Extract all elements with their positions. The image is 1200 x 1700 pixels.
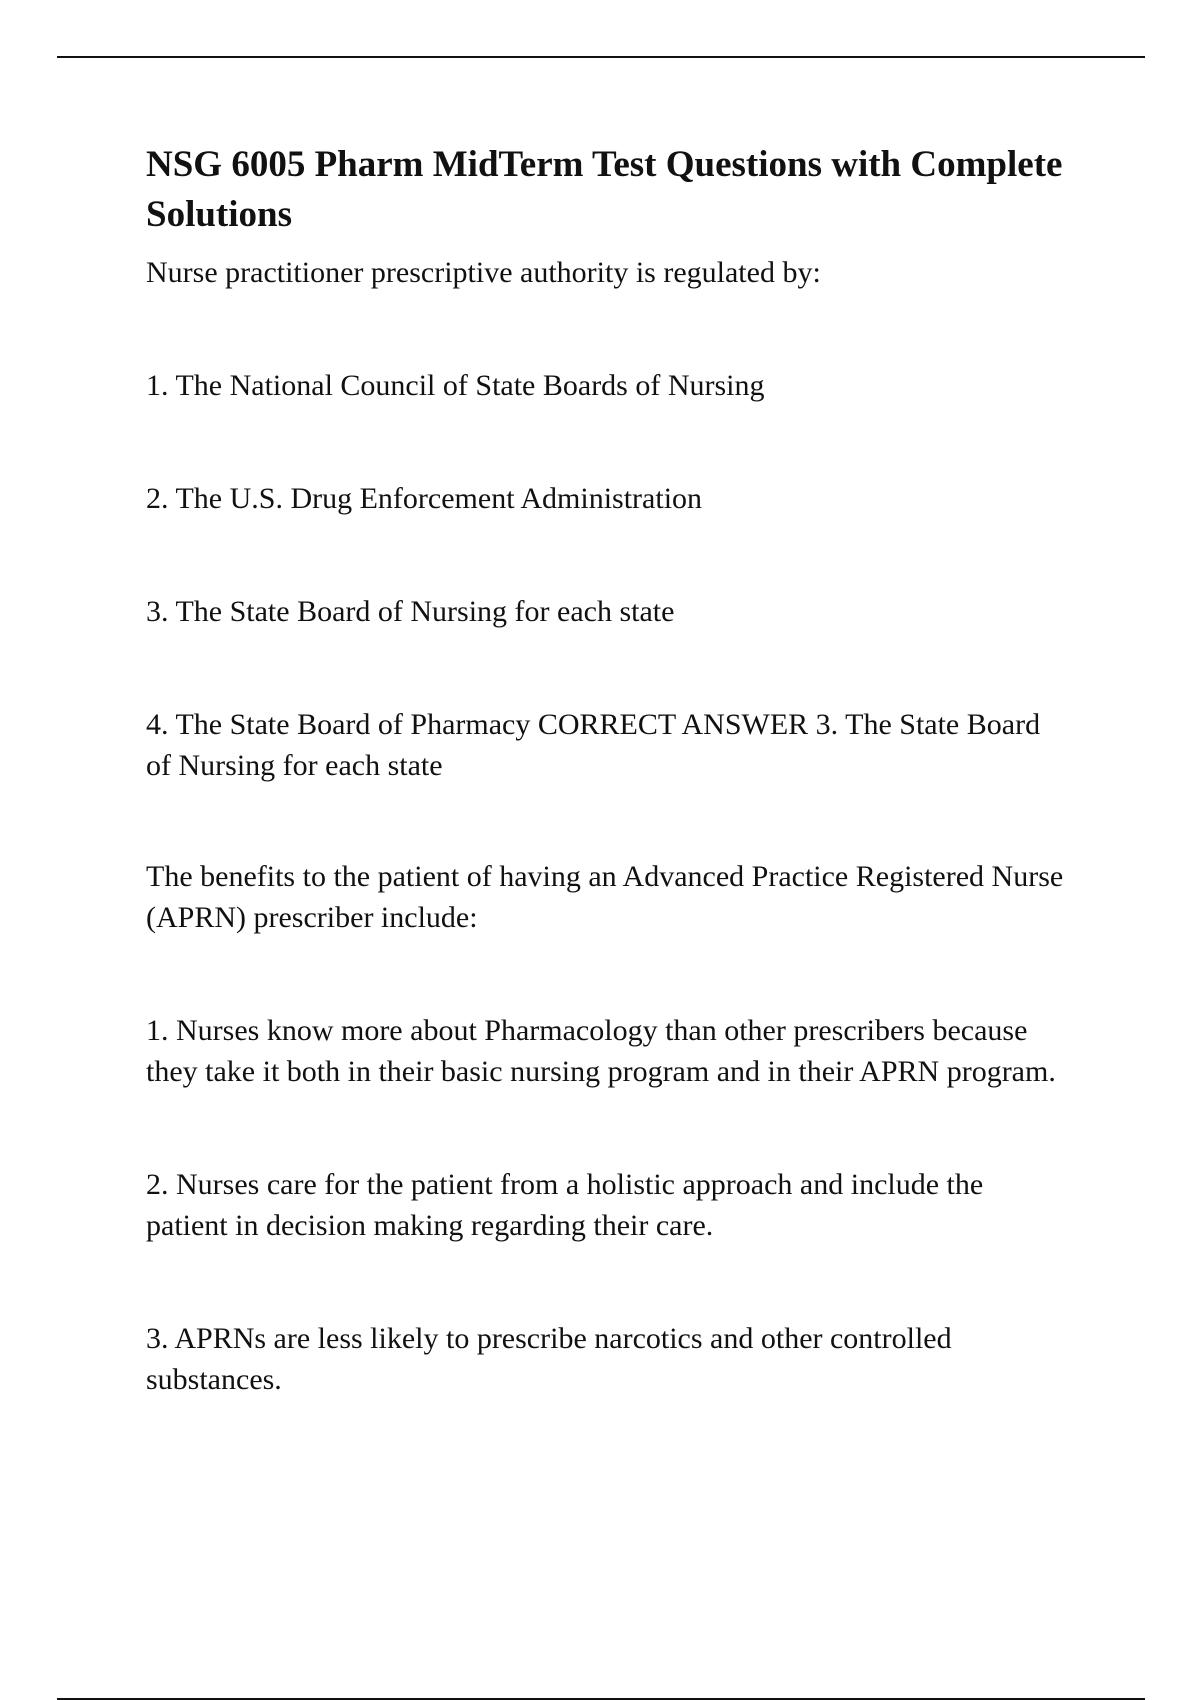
document-body [146,140,1066,1400]
question-1-option-4-with-answer: 4. The State Board of Pharmacy CORRECT ANSWER 3. The State Board of Nursing for each state [146,708,1041,782]
question-2-option-2: 2. Nurses care for the patient from a holistic approach and include the patient in decision making regarding their care. [146,1168,984,1242]
top-divider [57,56,1145,58]
question-1-option-2: 2. The U.S. Drug Enforcement Administration [146,482,703,515]
question-2-stem: The benefits to the patient of having an Advanced Practice Registered Nurse (APRN) prescriber include: [146,860,1064,934]
question-1-stem: Nurse practitioner prescriptive authority is regulated by: [146,256,821,289]
document-title: NSG 6005 Pharm MidTerm Test Questions with Complete Solutions [146,144,1063,235]
question-2-option-1: 1. Nurses know more about Pharmacology than other prescribers because they take it both in their basic nursing program and in their APRN program. [146,1014,1056,1088]
question-1-option-1: 1. The National Council of State Boards of Nursing [146,369,765,402]
question-2-option-3: 3. APRNs are less likely to prescribe narcotics and other controlled substances. [146,1322,952,1396]
question-1-option-3: 3. The State Board of Nursing for each state [146,595,675,628]
